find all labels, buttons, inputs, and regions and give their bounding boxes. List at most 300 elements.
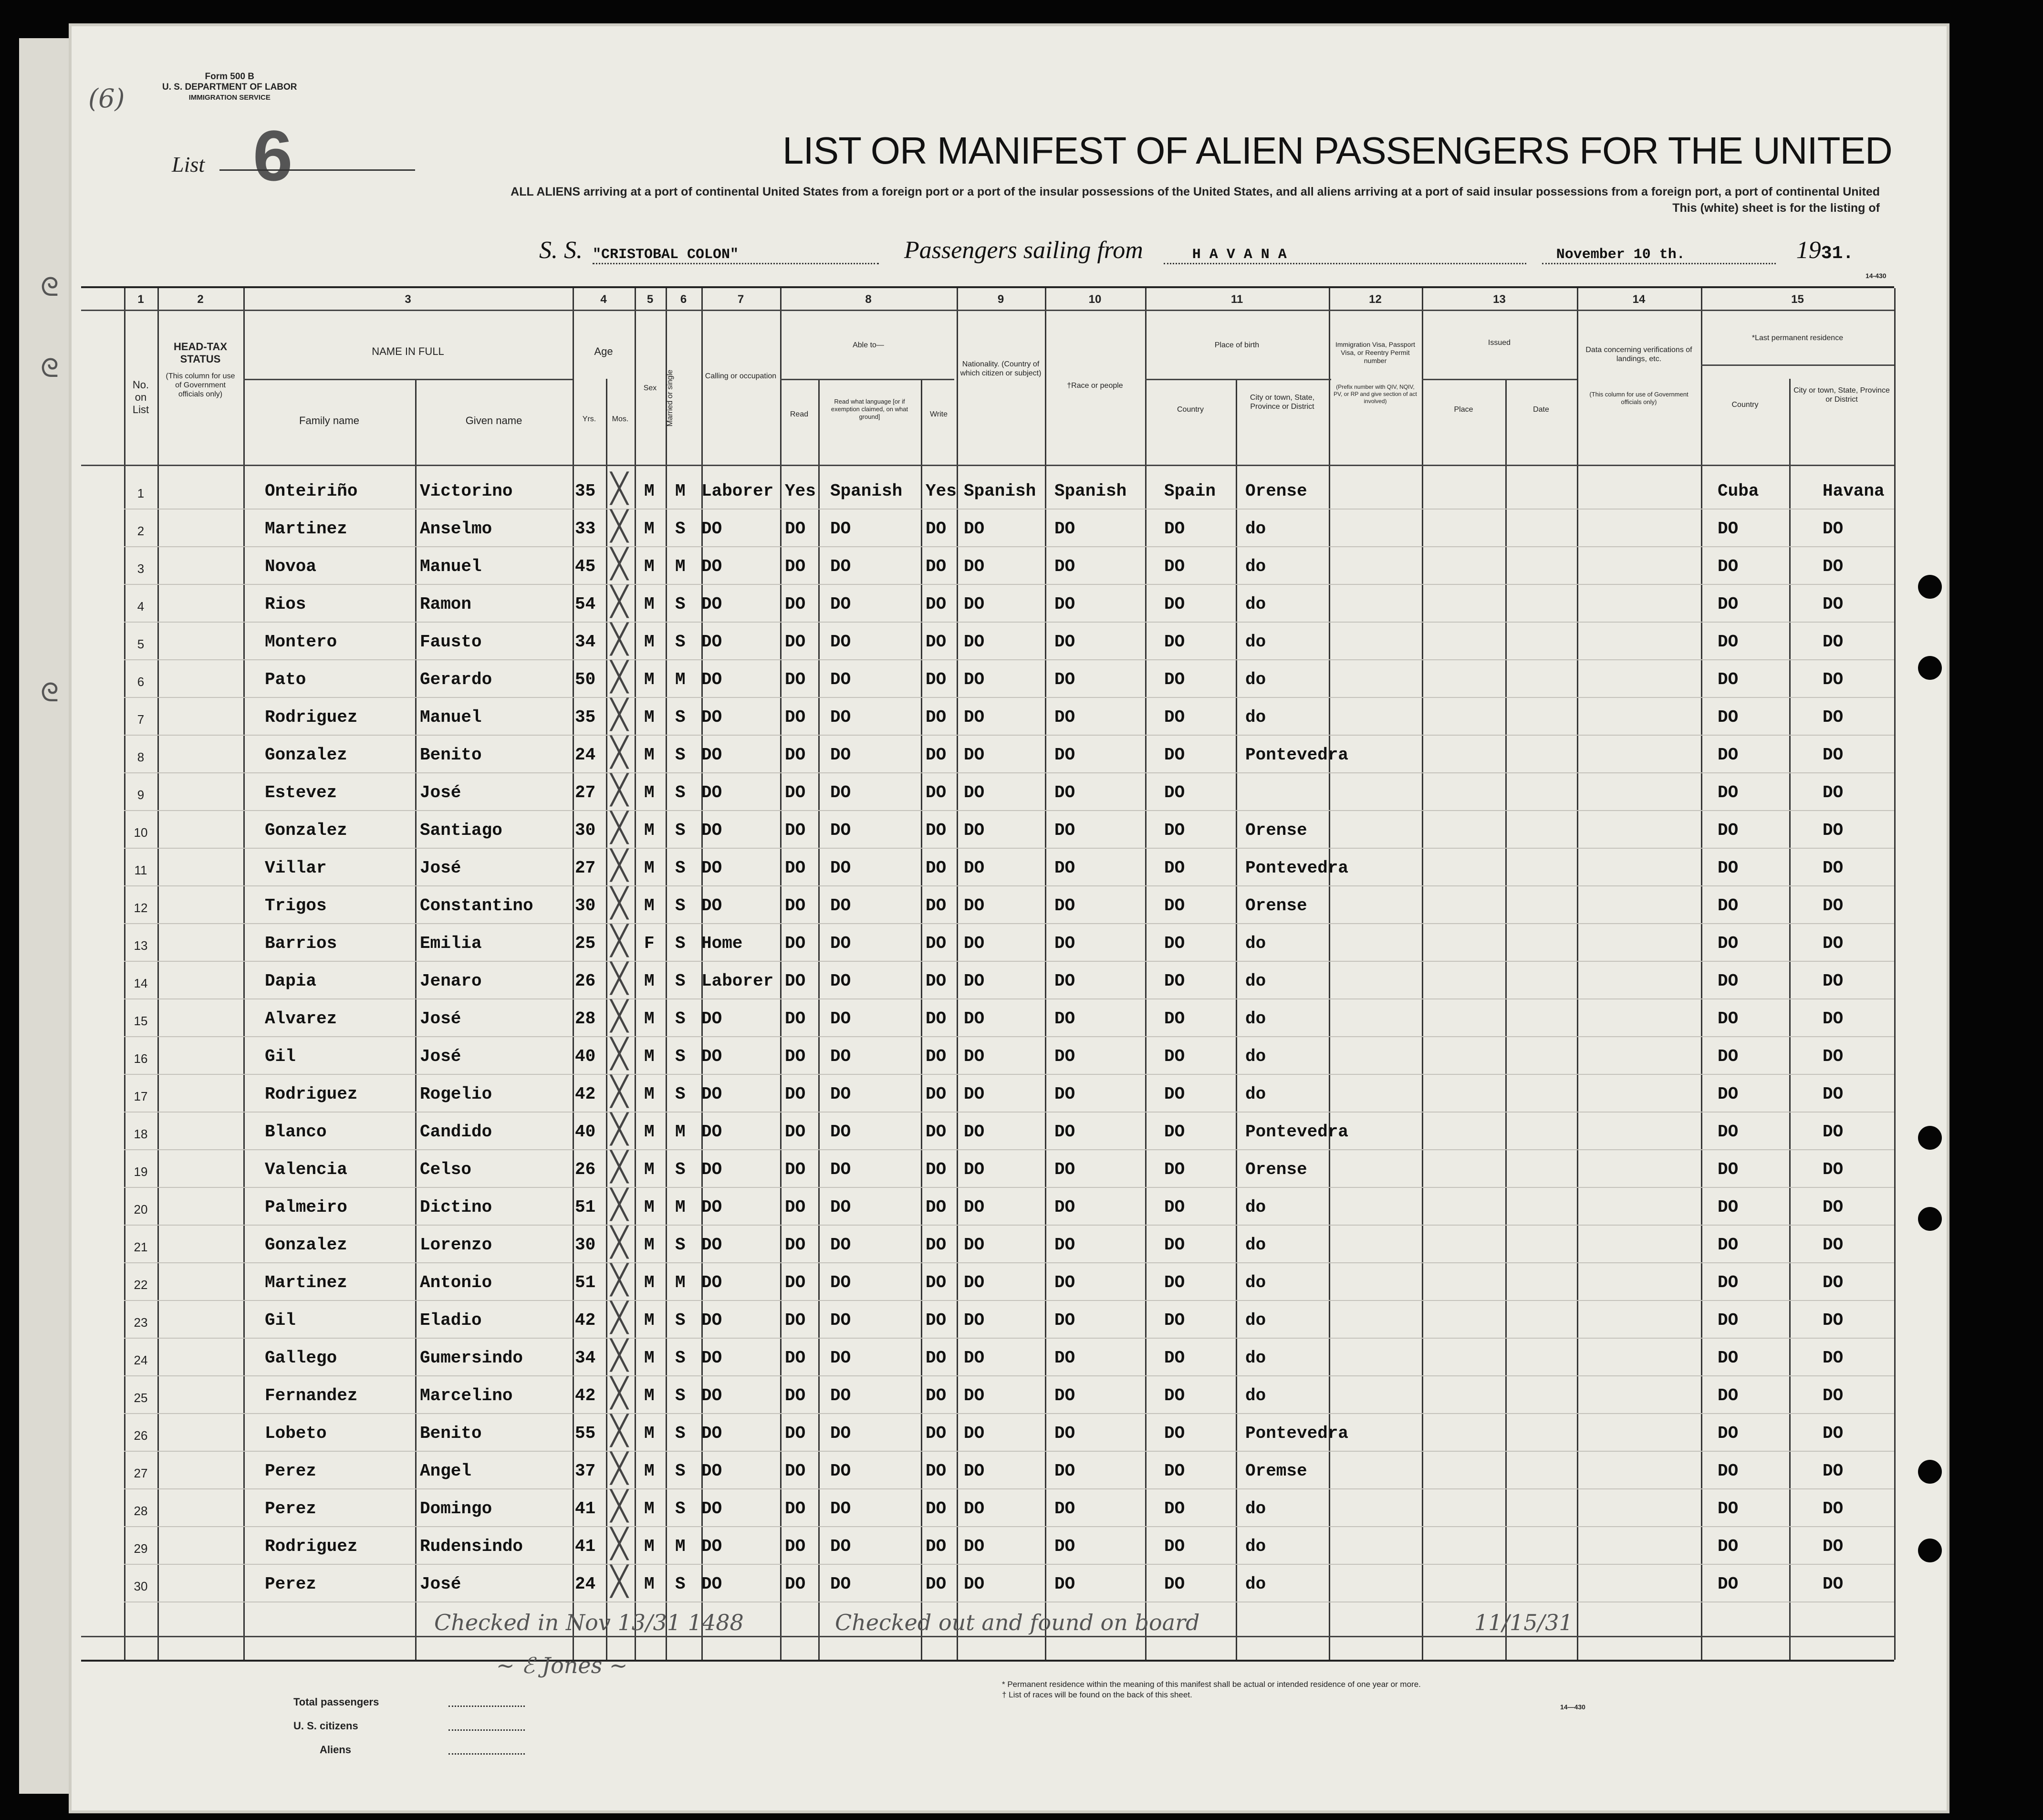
residence-country: DO [1718, 1047, 1739, 1066]
marital-status: M [675, 1537, 686, 1556]
nationality: DO [964, 934, 985, 953]
marital-status: S [675, 858, 686, 878]
department-name: U. S. DEPARTMENT OF LABOR [162, 82, 297, 92]
can-read: DO [785, 1537, 806, 1556]
given-name: Lorenzo [420, 1235, 492, 1255]
marital-status: M [675, 481, 686, 501]
residence-country: DO [1718, 1160, 1739, 1179]
race: DO [1054, 1386, 1075, 1405]
header-rule [1701, 364, 1894, 366]
birth-country: DO [1164, 1084, 1185, 1104]
age-years: 42 [575, 1386, 596, 1405]
header-family-name: Family name [299, 415, 359, 426]
can-read: DO [785, 1084, 806, 1104]
marital-status: S [675, 1310, 686, 1330]
nationality: DO [964, 670, 985, 689]
birth-city: do [1245, 1574, 1266, 1594]
residence-country: DO [1718, 632, 1739, 652]
header-sex: Sex [643, 384, 657, 392]
occupation: DO [701, 1009, 722, 1029]
sex: M [644, 670, 655, 689]
sex: M [644, 1310, 655, 1330]
age-years: 24 [575, 1574, 596, 1594]
list-underline [219, 169, 415, 171]
row-number: 10 [134, 825, 148, 840]
row-rule [124, 1488, 1894, 1489]
given-name: Jenaro [420, 971, 482, 991]
footer-code: 14—430 [1560, 1703, 1585, 1711]
handwritten-date: 11/15/31 [1474, 1610, 1573, 1635]
marital-status: S [675, 783, 686, 802]
nationality: DO [964, 632, 985, 652]
occupation: DO [701, 594, 722, 614]
sailing-date: November 10 th. [1542, 247, 1776, 264]
residence-city: DO [1823, 707, 1844, 727]
column-rule [243, 288, 245, 1660]
family-name: Perez [265, 1574, 317, 1594]
column-rule [921, 379, 922, 1660]
pencil-check-mark: ╳ [611, 1188, 628, 1221]
can-write: DO [926, 1537, 947, 1556]
punch-hole [1918, 656, 1942, 680]
us-citizens-label: U. S. citizens [293, 1720, 358, 1732]
can-read: DO [785, 1348, 806, 1368]
row-rule [124, 546, 1894, 547]
birth-city: do [1245, 707, 1266, 727]
read-language: DO [830, 1273, 851, 1292]
aliens-field [448, 1753, 525, 1755]
sex: M [644, 783, 655, 802]
race: DO [1054, 632, 1075, 652]
residence-city: DO [1823, 1348, 1844, 1368]
row-rule [124, 885, 1894, 886]
pencil-check-mark: ╳ [611, 1565, 628, 1598]
age-years: 40 [575, 1047, 596, 1066]
sex: M [644, 1197, 655, 1217]
race: DO [1054, 707, 1075, 727]
birth-city: do [1245, 519, 1266, 539]
punch-hole [1918, 1539, 1942, 1562]
read-language: DO [830, 1084, 851, 1104]
birth-city: do [1245, 1386, 1266, 1405]
can-read: DO [785, 519, 806, 539]
birth-country: DO [1164, 1310, 1185, 1330]
read-language: DO [830, 1047, 851, 1066]
nationality: DO [964, 519, 985, 539]
family-name: Rodriguez [265, 1537, 358, 1556]
occupation: DO [701, 519, 722, 539]
family-name: Alvarez [265, 1009, 337, 1029]
can-write: DO [926, 971, 947, 991]
list-label: List [172, 152, 205, 177]
read-language: DO [830, 1348, 851, 1368]
occupation: DO [701, 1273, 722, 1292]
column-number: 9 [997, 293, 1004, 306]
given-name: José [420, 1009, 461, 1029]
age-years: 26 [575, 1160, 596, 1179]
given-name: Gerardo [420, 670, 492, 689]
inspector-signature: ~ ℰ Jones ~ [496, 1653, 628, 1678]
read-language: DO [830, 1386, 851, 1405]
row-rule [124, 1187, 1894, 1188]
sex: M [644, 1386, 655, 1405]
birth-city: do [1245, 594, 1266, 614]
age-years: 25 [575, 934, 596, 953]
column-rule [957, 288, 958, 1660]
can-read: DO [785, 783, 806, 802]
footer-notes [1002, 1679, 1421, 1700]
nationality: DO [964, 1047, 985, 1066]
birth-country: DO [1164, 632, 1185, 652]
sex: M [644, 1009, 655, 1029]
sex: M [644, 481, 655, 501]
can-read: DO [785, 1047, 806, 1066]
nationality: DO [964, 1386, 985, 1405]
residence-city: DO [1823, 783, 1844, 802]
punch-hole [1918, 1460, 1942, 1484]
residence-country: DO [1718, 821, 1739, 840]
occupation: DO [701, 1197, 722, 1217]
read-language: DO [830, 971, 851, 991]
residence-city: DO [1823, 1084, 1844, 1104]
read-language: DO [830, 557, 851, 576]
residence-country: DO [1718, 1537, 1739, 1556]
pencil-check-mark: ╳ [611, 736, 628, 769]
can-read: DO [785, 1160, 806, 1179]
can-read: DO [785, 896, 806, 915]
residence-city: DO [1823, 670, 1844, 689]
family-name: Fernandez [265, 1386, 358, 1405]
residence-city: DO [1823, 1273, 1844, 1292]
race: DO [1054, 1424, 1075, 1443]
total-passengers-label: Total passengers [293, 1696, 379, 1708]
row-number: 14 [134, 976, 148, 990]
birth-city: Pontevedra [1245, 1122, 1349, 1142]
column-number: 3 [405, 293, 411, 306]
given-name: Fausto [420, 632, 482, 652]
row-number: 20 [134, 1202, 148, 1217]
residence-city: DO [1823, 594, 1844, 614]
can-read: DO [785, 1122, 806, 1142]
pencil-check-mark: ╳ [611, 924, 628, 957]
can-read: DO [785, 670, 806, 689]
occupation: DO [701, 1499, 722, 1518]
can-write: DO [926, 1310, 947, 1330]
birth-city: do [1245, 1310, 1266, 1330]
residence-city: DO [1823, 1424, 1844, 1443]
sex: M [644, 707, 655, 727]
header-issued-date: Date [1533, 406, 1549, 414]
race: DO [1054, 1537, 1075, 1556]
read-language: DO [830, 594, 851, 614]
read-language: DO [830, 858, 851, 878]
row-number: 12 [134, 901, 148, 915]
header-residence-country: Country [1731, 401, 1759, 409]
age-years: 55 [575, 1424, 596, 1443]
column-rule [157, 288, 159, 1660]
family-name: Martinez [265, 1273, 347, 1292]
birth-country: DO [1164, 1009, 1185, 1029]
header-able-to: Able to— [853, 341, 884, 349]
family-name: Rodriguez [265, 707, 358, 727]
marital-status: M [675, 1122, 686, 1142]
header-birth-city: City or town, State, Province or District [1250, 394, 1315, 411]
birth-country: DO [1164, 594, 1185, 614]
pencil-check-mark: ╳ [611, 1037, 628, 1071]
given-name: Antonio [420, 1273, 492, 1292]
row-rule [124, 1451, 1894, 1452]
birth-city: Pontevedra [1245, 1424, 1349, 1443]
ship-prefix: S. S. [539, 237, 583, 264]
column-number: 10 [1088, 293, 1102, 306]
age-years: 42 [575, 1310, 596, 1330]
footnote-residence: * Permanent residence within the meaning of this manifest shall be actual or intended residence of one year or more. [1002, 1680, 1421, 1689]
residence-country: DO [1718, 1273, 1739, 1292]
birth-country: DO [1164, 557, 1185, 576]
row-number: 11 [134, 863, 147, 877]
residence-city: DO [1823, 934, 1844, 953]
header-age: Age [594, 345, 613, 357]
residence-country: DO [1718, 858, 1739, 878]
residence-city: DO [1823, 1160, 1844, 1179]
sex: M [644, 1461, 655, 1481]
residence-city: DO [1823, 557, 1844, 576]
header-race: †Race or people [1067, 382, 1123, 390]
us-citizens-field [448, 1729, 525, 1731]
pencil-check-mark: ╳ [611, 1150, 628, 1184]
column-rule [1236, 379, 1237, 1660]
pencil-check-mark: ╳ [611, 1301, 628, 1334]
can-write: DO [926, 858, 947, 878]
row-number: 13 [134, 938, 148, 953]
can-write: DO [926, 670, 947, 689]
row-number: 5 [137, 637, 145, 651]
pencil-check-mark: ╳ [611, 623, 628, 656]
sex: M [644, 896, 655, 915]
nationality: DO [964, 1461, 985, 1481]
column-number: 8 [865, 293, 872, 306]
can-read: DO [785, 632, 806, 652]
race: DO [1054, 594, 1075, 614]
race: Spanish [1054, 481, 1127, 501]
header-name-in-full: NAME IN FULL [372, 345, 444, 357]
nationality: DO [964, 1273, 985, 1292]
subtitle-line-2: This (white) sheet is for the listing of [1672, 201, 1880, 215]
read-language: DO [830, 1499, 851, 1518]
can-read: DO [785, 1235, 806, 1255]
age-years: 30 [575, 821, 596, 840]
marital-status: S [675, 1424, 686, 1443]
residence-city: Havana [1823, 481, 1885, 501]
row-number: 15 [134, 1014, 148, 1028]
occupation: DO [701, 858, 722, 878]
total-passengers-field [448, 1706, 525, 1707]
row-rule [124, 1074, 1894, 1075]
nationality: DO [964, 707, 985, 727]
residence-country: DO [1718, 1574, 1739, 1594]
pencil-check-mark: ╳ [611, 999, 628, 1033]
birth-city: do [1245, 1047, 1266, 1066]
occupation: DO [701, 1574, 722, 1594]
given-name: Anselmo [420, 519, 492, 539]
race: DO [1054, 1160, 1075, 1179]
residence-city: DO [1823, 1197, 1844, 1217]
occupation: DO [701, 1160, 722, 1179]
age-years: 34 [575, 1348, 596, 1368]
can-write: DO [926, 1009, 947, 1029]
residence-city: DO [1823, 745, 1844, 765]
can-read: DO [785, 1499, 806, 1518]
header-head-tax: HEAD-TAX STATUS [173, 341, 228, 365]
column-number: 5 [646, 293, 654, 306]
residence-country: DO [1718, 594, 1739, 614]
column-rule [1701, 288, 1702, 1660]
residence-country: DO [1718, 783, 1739, 802]
binder-clip-icon: ᘓ [41, 272, 59, 302]
marital-status: S [675, 1386, 686, 1405]
occupation: DO [701, 783, 722, 802]
family-name: Onteiriño [265, 481, 358, 501]
birth-city: Orense [1245, 896, 1307, 915]
given-name: Celso [420, 1160, 472, 1179]
race: DO [1054, 670, 1075, 689]
birth-country: DO [1164, 1537, 1185, 1556]
birth-country: DO [1164, 821, 1185, 840]
header-last-residence: *Last permanent residence [1751, 334, 1844, 342]
subtitle-line-1: ALL ALIENS arriving at a port of continental United States from a foreign port or a port of the insular possessions of the United States, and all aliens arriving at a port of said insular possessions from a foreign port, a port of continental United [511, 185, 1880, 198]
sex: M [644, 1348, 655, 1368]
marital-status: S [675, 632, 686, 652]
can-write: DO [926, 707, 947, 727]
header-read: Read [790, 410, 809, 418]
row-number: 29 [134, 1541, 148, 1556]
header-rule [243, 379, 573, 380]
age-years: 51 [575, 1273, 596, 1292]
row-rule [124, 1338, 1894, 1339]
can-read: Yes [785, 481, 816, 501]
birth-country: DO [1164, 1197, 1185, 1217]
nationality: DO [964, 821, 985, 840]
residence-country: DO [1718, 670, 1739, 689]
row-number: 18 [134, 1127, 148, 1141]
can-read: DO [785, 557, 806, 576]
birth-country: DO [1164, 896, 1185, 915]
nationality: DO [964, 1310, 985, 1330]
can-write: DO [926, 1160, 947, 1179]
row-rule [124, 923, 1894, 924]
age-years: 35 [575, 481, 596, 501]
birth-city: do [1245, 1273, 1266, 1292]
residence-country: DO [1718, 707, 1739, 727]
occupation: DO [701, 1537, 722, 1556]
age-years: 28 [575, 1009, 596, 1029]
occupation: DO [701, 1310, 722, 1330]
row-rule [124, 1149, 1894, 1150]
marital-status: M [675, 1197, 686, 1217]
birth-city: do [1245, 1235, 1266, 1255]
sex: M [644, 1574, 655, 1594]
given-name: José [420, 783, 461, 802]
list-number: 6 [253, 115, 293, 196]
pencil-check-mark: ╳ [611, 547, 628, 581]
marital-status: M [675, 557, 686, 576]
sex: M [644, 519, 655, 539]
can-read: DO [785, 1386, 806, 1405]
can-write: Yes [926, 481, 957, 501]
occupation: DO [701, 557, 722, 576]
header-data-note: (This column for use of Government officials only) [1589, 391, 1689, 406]
punch-hole [1918, 1126, 1942, 1150]
age-years: 41 [575, 1537, 596, 1556]
given-name: Manuel [420, 707, 482, 727]
age-years: 37 [575, 1461, 596, 1481]
row-number: 26 [134, 1428, 148, 1443]
given-name: Rudensindo [420, 1537, 523, 1556]
nationality: DO [964, 1084, 985, 1104]
row-number: 1 [137, 486, 145, 500]
pencil-check-mark: ╳ [611, 1263, 628, 1297]
column-rule [1329, 288, 1330, 1660]
header-rule [1422, 379, 1577, 380]
birth-city: do [1245, 1348, 1266, 1368]
column-number: 2 [197, 293, 204, 306]
pencil-check-mark: ╳ [611, 1113, 628, 1146]
column-rule [1577, 288, 1578, 1660]
race: DO [1054, 1197, 1075, 1217]
birth-city: Orense [1245, 1160, 1307, 1179]
column-rule [124, 288, 125, 1660]
column-rule [818, 379, 820, 1660]
age-years: 54 [575, 594, 596, 614]
header-data-concerning: Data concerning verifications of landings, etc. [1585, 346, 1692, 363]
family-name: Palmeiro [265, 1197, 347, 1217]
pencil-check-mark: ╳ [611, 849, 628, 882]
can-read: DO [785, 745, 806, 765]
manifest-table [81, 286, 1894, 1678]
can-write: DO [926, 1273, 947, 1292]
pencil-check-mark: ╳ [611, 1452, 628, 1485]
race: DO [1054, 1461, 1075, 1481]
birth-city: do [1245, 1084, 1266, 1104]
age-years: 30 [575, 896, 596, 915]
pencil-check-mark: ╳ [611, 660, 628, 694]
ship-line [539, 236, 1854, 264]
header-rule [81, 310, 1894, 311]
nationality: Spanish [964, 481, 1036, 501]
page-title: LIST OR MANIFEST OF ALIEN PASSENGERS FOR THE UNITED [782, 129, 1892, 172]
header-rule [1145, 379, 1331, 380]
sex: M [644, 1273, 655, 1292]
birth-country: DO [1164, 1235, 1185, 1255]
read-language: DO [830, 670, 851, 689]
can-write: DO [926, 1235, 947, 1255]
row-number: 22 [134, 1278, 148, 1292]
can-read: DO [785, 1197, 806, 1217]
header-read-language: Read what language [or if exemption claimed, on what ground] [831, 398, 908, 420]
aliens-label: Aliens [320, 1744, 352, 1756]
row-number: 25 [134, 1391, 148, 1405]
residence-city: DO [1823, 821, 1844, 840]
marital-status: S [675, 1160, 686, 1179]
pencil-check-mark: ╳ [611, 886, 628, 920]
header-birth-country: Country [1177, 406, 1204, 414]
birth-city: do [1245, 670, 1266, 689]
row-number: 24 [134, 1353, 148, 1367]
row-rule [124, 509, 1894, 510]
race: DO [1054, 1310, 1075, 1330]
occupation: DO [701, 1424, 722, 1443]
residence-city: DO [1823, 1235, 1844, 1255]
